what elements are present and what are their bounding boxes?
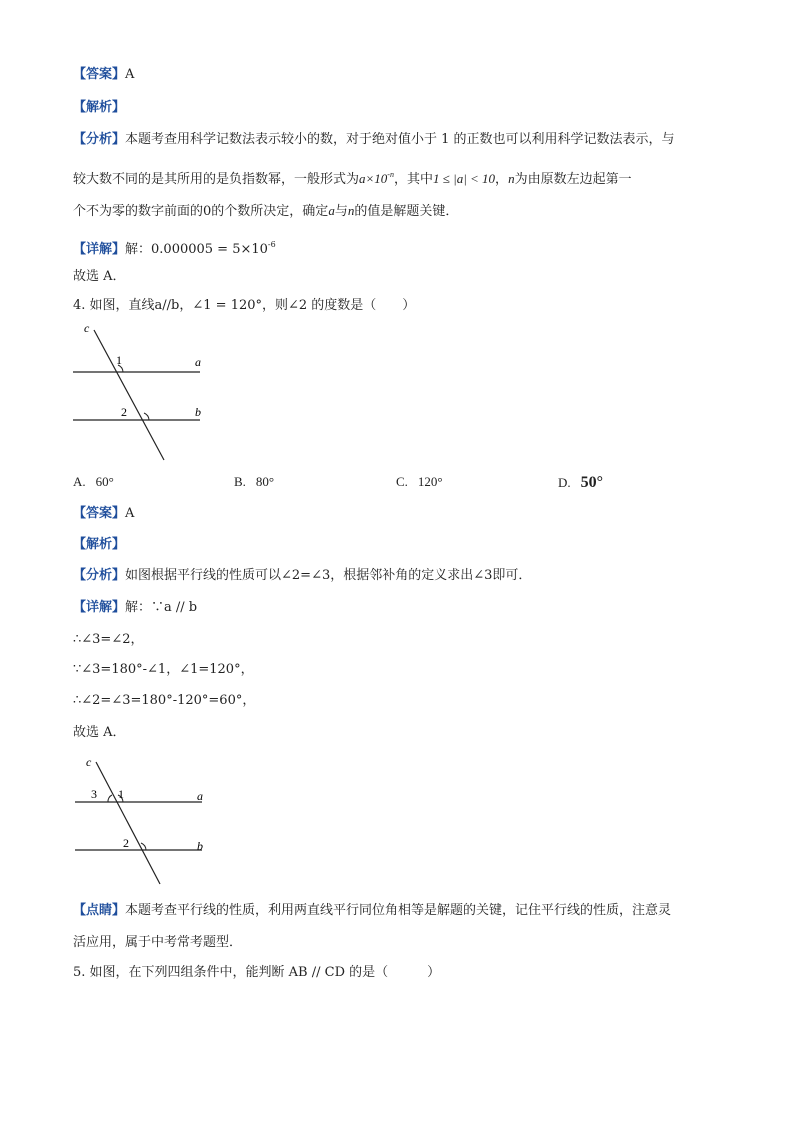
var-a: a bbox=[328, 203, 335, 218]
fenxi-text: ，其中 bbox=[393, 172, 433, 187]
option-letter: D. bbox=[558, 475, 571, 490]
q5-question: 5. 如图，在下列四组条件中，能判断 AB // CD 的是（ ） bbox=[73, 965, 441, 980]
q3-analysis-line bbox=[73, 99, 125, 117]
q4-analysis-line bbox=[73, 536, 125, 554]
label-b: b bbox=[197, 839, 203, 853]
q3-detail-line bbox=[73, 236, 276, 259]
angle-3-arc bbox=[108, 795, 112, 802]
zero-digit: 0 bbox=[203, 204, 212, 219]
option-letter: A. bbox=[73, 474, 86, 489]
answer-value: A bbox=[125, 67, 135, 82]
label-c: c bbox=[84, 321, 90, 335]
fenxi-text: 的个数所决定，确定 bbox=[211, 204, 329, 219]
option-value: 80° bbox=[255, 474, 275, 489]
q3-answer-line bbox=[73, 66, 134, 84]
label-3: 3 bbox=[91, 787, 97, 801]
option-value: 50° bbox=[580, 474, 604, 491]
line-c bbox=[96, 762, 160, 884]
label-1: 1 bbox=[118, 787, 124, 801]
q3-conclusion: 故选 A． bbox=[73, 269, 126, 284]
fenxi-text: 的值是解题关键． bbox=[354, 204, 459, 219]
option-value: 60° bbox=[95, 474, 114, 489]
fenxi-text: 与 bbox=[334, 204, 348, 219]
label-a: a bbox=[195, 355, 201, 369]
q4-detail-line-1 bbox=[73, 599, 197, 617]
label-1: 1 bbox=[116, 353, 122, 367]
parallel-lines-figure-2 bbox=[62, 752, 222, 892]
detail-label: 【详解】 bbox=[73, 600, 126, 615]
option-letter: C. bbox=[396, 474, 408, 489]
q3-fenxi-line-3 bbox=[73, 202, 458, 221]
option-d[interactable] bbox=[558, 474, 603, 492]
sci-notation-formula: a×10 bbox=[359, 171, 388, 186]
q4-dianjing-line-1 bbox=[73, 902, 671, 920]
label-2: 2 bbox=[121, 405, 127, 419]
label-2: 2 bbox=[123, 836, 129, 850]
q4-detail-line-4: ∴∠2=∠3=180°-120°=60°， bbox=[73, 693, 256, 708]
q3-fenxi-line-1 bbox=[73, 131, 675, 149]
q4-detail-line-3: ∵∠3=180°-∠1，∠1=120°， bbox=[73, 662, 254, 677]
analysis-label: 【解析】 bbox=[73, 537, 126, 552]
formula-exponent: -n bbox=[387, 170, 394, 179]
option-value: 120° bbox=[417, 474, 443, 489]
dianjing-label: 【点睛】 bbox=[73, 903, 126, 918]
detail-exponent: -6 bbox=[267, 240, 276, 249]
detail-label: 【详解】 bbox=[73, 242, 126, 257]
q4-fenxi-line bbox=[73, 567, 531, 585]
option-letter: B. bbox=[234, 474, 246, 489]
answer-label: 【答案】 bbox=[73, 67, 126, 82]
range-condition: 1 ≤ |a| < 10 bbox=[432, 171, 496, 186]
fenxi-text: 为由原数左边起第一 bbox=[514, 172, 632, 187]
q4-detail-line-5: 故选 A． bbox=[73, 725, 126, 740]
line-c bbox=[94, 330, 164, 460]
option-a[interactable] bbox=[73, 474, 114, 490]
parallel-lines-figure-1 bbox=[60, 318, 220, 468]
fenxi-text: 如图根据平行线的性质可以∠2=∠3，根据邻补角的定义求出∠3即可． bbox=[125, 568, 532, 583]
angle-2-arc bbox=[144, 413, 149, 420]
answer-value: A bbox=[125, 506, 135, 521]
label-b: b bbox=[195, 405, 201, 419]
detail-text: 解：0.000005 = 5×10 bbox=[125, 242, 268, 257]
fenxi-label: 【分析】 bbox=[73, 132, 126, 147]
q3-fenxi-line-2 bbox=[73, 166, 632, 189]
analysis-label: 【解析】 bbox=[73, 100, 126, 115]
answer-label: 【答案】 bbox=[73, 506, 126, 521]
label-c: c bbox=[86, 755, 92, 769]
label-a: a bbox=[197, 789, 203, 803]
q4-dianjing-line-2: 活应用，属于中考常考题型． bbox=[73, 935, 243, 950]
q4-question: 4. 如图，直线a//b，∠1 = 120°，则∠2 的度数是（ ） bbox=[73, 298, 416, 313]
fenxi-text: 较大数不同的是其所用的是负指数幂，一般形式为 bbox=[73, 172, 360, 187]
fenxi-text: 本题考查用科学记数法表示较小的数，对于绝对值小于 1 的正数也可以利用科学记数法表示，与 bbox=[125, 132, 675, 147]
var-n: n bbox=[347, 203, 355, 218]
option-c[interactable] bbox=[396, 474, 443, 490]
detail-text: 解：∵a // b bbox=[125, 600, 198, 615]
fenxi-text: 个不为零的数字前面的 bbox=[73, 204, 204, 219]
q4-detail-line-2: ∴∠3=∠2， bbox=[73, 632, 144, 647]
fenxi-label: 【分析】 bbox=[73, 568, 126, 583]
var-n: n bbox=[508, 171, 515, 186]
q4-answer-line bbox=[73, 505, 134, 523]
fenxi-text: ， bbox=[495, 172, 509, 187]
dianjing-text: 本题考查平行线的性质，利用两直线平行同位角相等是解题的关键，记住平行线的性质，注意灵 bbox=[125, 903, 672, 918]
option-b[interactable] bbox=[234, 474, 274, 490]
